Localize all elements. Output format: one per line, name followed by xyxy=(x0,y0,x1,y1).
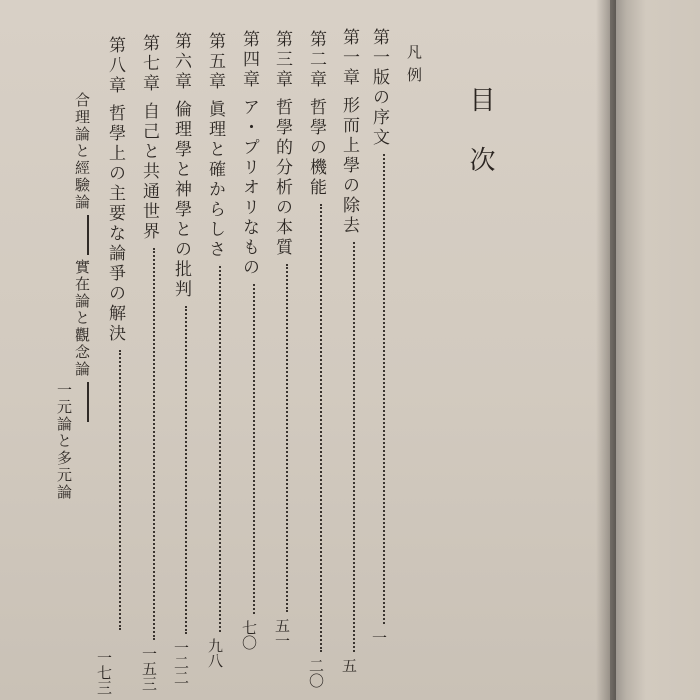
toc-entry-chapter-3[interactable] xyxy=(273,30,290,648)
entry-title: 哲學上の主要な論爭の解決 xyxy=(105,104,125,344)
entry-page: 九八 xyxy=(206,638,224,668)
entry-page: 五 xyxy=(340,658,358,673)
dot-leader xyxy=(219,266,223,632)
chapter-8-subentries xyxy=(74,92,89,426)
chapter-8-page: 一七三 xyxy=(95,650,113,695)
entry-page: 七〇 xyxy=(240,620,258,650)
chapter-number: 第八章 xyxy=(105,36,125,96)
toc-entry-chapter-5[interactable] xyxy=(206,32,223,668)
subentry-part-2: 實在論と觀念論 xyxy=(73,259,91,378)
entry-title: 哲學的分析の本質 xyxy=(272,98,292,258)
toc-heading: 目次 xyxy=(465,86,495,206)
chapter-8-subentries-continued xyxy=(56,382,71,501)
entry-page: 一五三 xyxy=(140,646,158,691)
entry-title: ア・プリオリなもの xyxy=(239,98,259,278)
notes-label: 凡例 xyxy=(405,44,423,90)
entry-title: 哲學の機能 xyxy=(306,98,326,198)
gutter-shadow xyxy=(596,0,616,700)
chapter-number: 第六章 xyxy=(171,32,191,92)
chapter-number: 第二章 xyxy=(306,30,326,90)
entry-title: 眞理と確からしさ xyxy=(205,100,225,260)
dot-leader xyxy=(185,306,189,634)
dot-leader xyxy=(320,204,324,652)
dot-leader xyxy=(119,350,123,630)
chapter-number: 第四章 xyxy=(239,30,259,90)
entry-title: 第一版の序文 xyxy=(369,28,389,148)
entry-title: 倫理學と神學との批判 xyxy=(171,100,191,300)
subentry-part-1: 合理論と經驗論 xyxy=(73,92,91,211)
dash xyxy=(87,382,89,422)
entry-page: 一二二 xyxy=(172,640,190,685)
chapter-number: 第一章 xyxy=(339,28,359,88)
entry-page: 一 xyxy=(370,630,388,645)
entry-title: 自己と共通世界 xyxy=(139,102,159,242)
dot-leader xyxy=(253,284,257,614)
toc-entry-chapter-4[interactable] xyxy=(240,30,257,650)
toc-entry-chapter-7[interactable] xyxy=(140,34,157,691)
dot-leader xyxy=(353,242,357,652)
page-edge xyxy=(610,0,700,700)
toc-entry-chapter-2[interactable] xyxy=(307,30,324,688)
dash xyxy=(87,215,89,255)
dot-leader xyxy=(153,248,157,640)
dot-leader xyxy=(383,154,387,624)
entry-title: 形而上學の除去 xyxy=(339,96,359,236)
toc-entry-chapter-6[interactable] xyxy=(172,32,189,685)
chapter-number: 第七章 xyxy=(139,34,159,94)
toc-entry-preface[interactable] xyxy=(370,28,387,645)
entry-page: 二〇 xyxy=(307,658,325,688)
entry-page: 五一 xyxy=(273,618,291,648)
dot-leader xyxy=(286,264,290,612)
subentry-part-3: 一元論と多元論 xyxy=(55,382,73,501)
toc-entry-chapter-1[interactable] xyxy=(340,28,357,673)
chapter-number: 第五章 xyxy=(205,32,225,92)
toc-entry-chapter-8[interactable] xyxy=(106,36,123,636)
chapter-number: 第三章 xyxy=(272,30,292,90)
